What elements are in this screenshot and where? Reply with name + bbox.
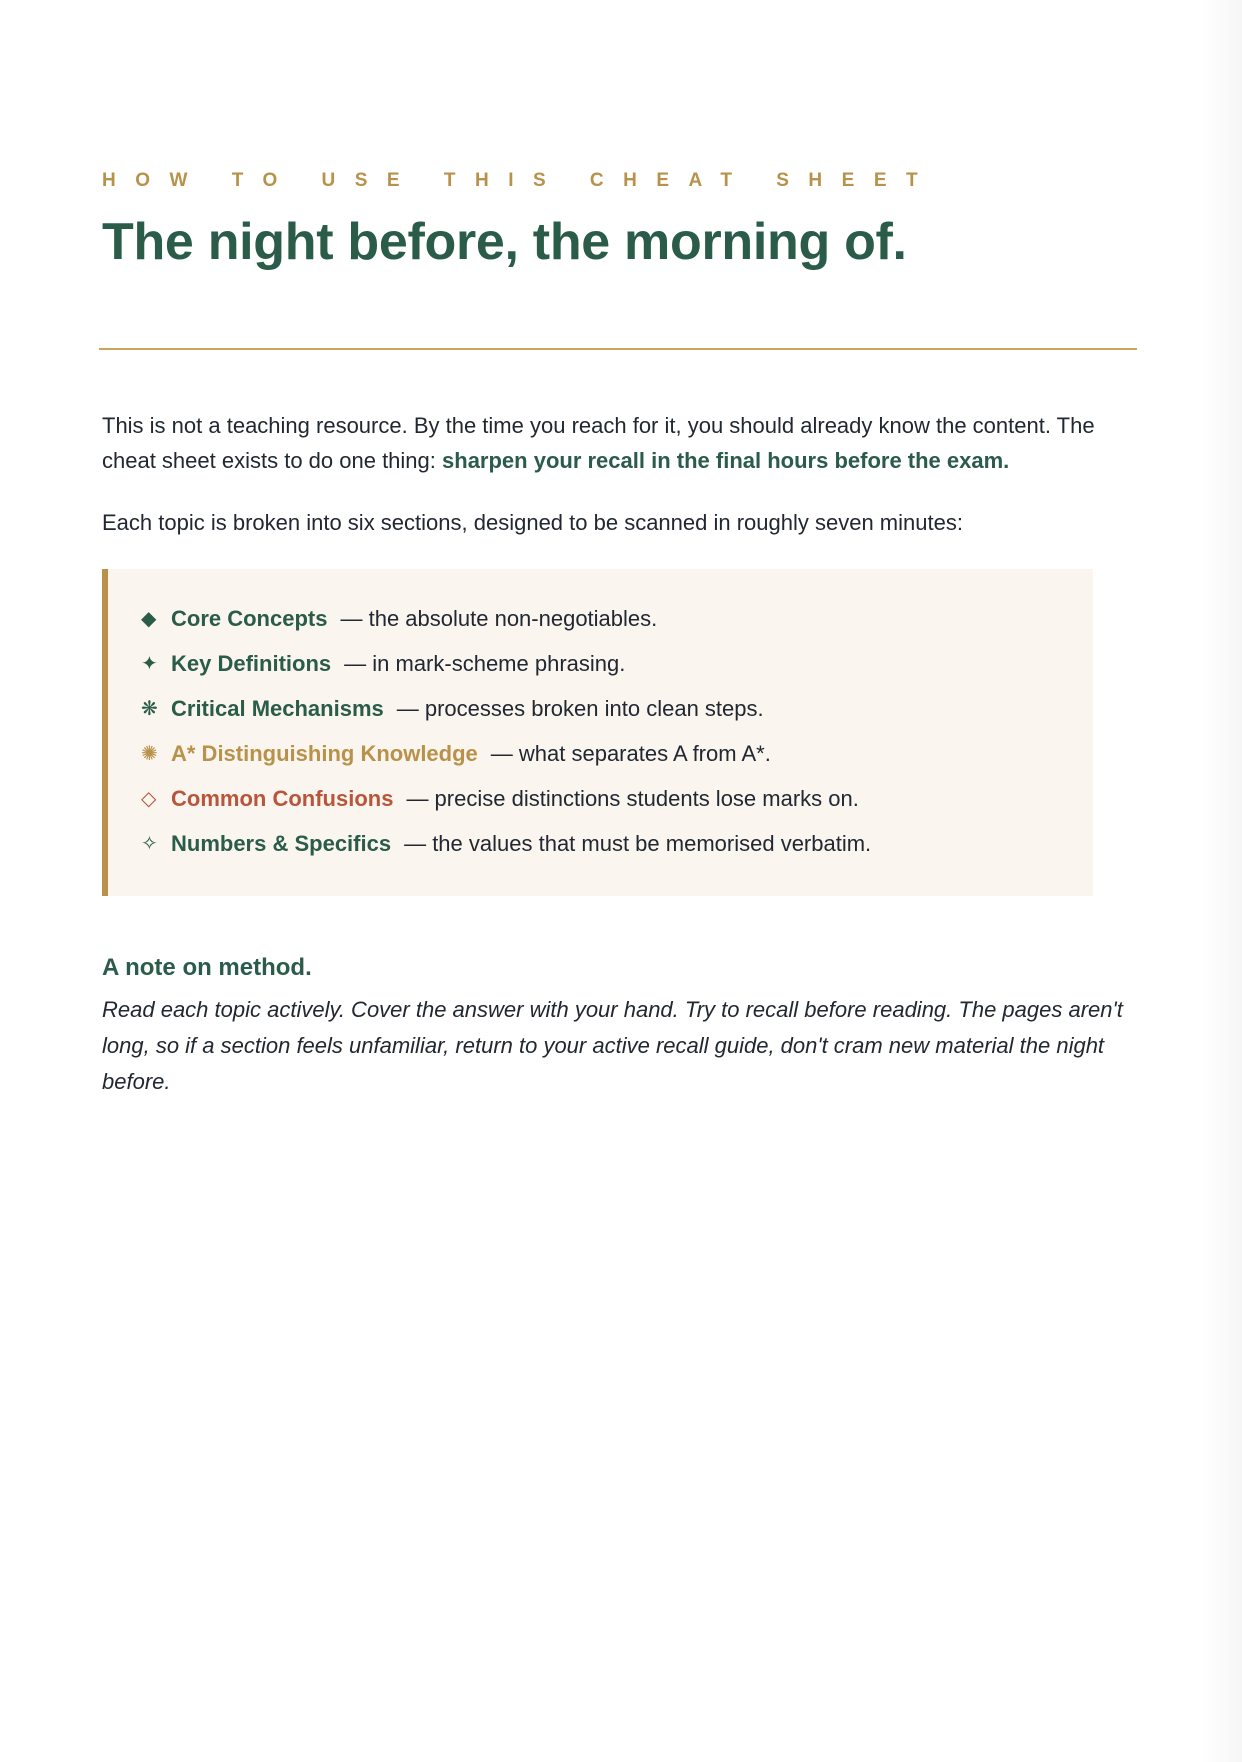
intro-emphasis: sharpen your recall in the final hours before the exam. <box>442 448 1010 473</box>
asterisk-flower-icon: ❋ <box>141 698 158 720</box>
section-desc: — the values that must be memorised verbatim. <box>404 831 872 856</box>
section-name: Critical Mechanisms <box>171 696 384 721</box>
section-desc: — precise distinctions students lose marks on. <box>406 786 859 811</box>
filled-diamond-icon: ◆ <box>141 608 157 630</box>
intro-paragraph <box>102 408 1142 478</box>
section-desc: — in mark-scheme phrasing. <box>344 651 626 676</box>
section-item-a-star-knowledge <box>141 739 771 769</box>
section-item-core-concepts <box>141 604 657 634</box>
section-item-key-definitions <box>141 649 625 679</box>
section-desc: — the absolute non-negotiables. <box>340 606 658 631</box>
page-title: The night before, the morning of. <box>102 213 907 271</box>
section-name: A* Distinguishing Knowledge <box>171 741 478 766</box>
section-item-critical-mechanisms <box>141 694 764 724</box>
sections-lead: Each topic is broken into six sections, designed to be scanned in roughly seven minutes: <box>102 510 963 535</box>
outline-star-icon: ✧ <box>141 833 158 855</box>
note-title: A note on method. <box>102 954 312 981</box>
intro-text: This is not a teaching resource. By the time you reach for it, you should already know the content. The cheat sheet exists to do one thing: <box>102 413 1095 473</box>
section-eyebrow: HOW TO USE THIS CHEAT SHEET <box>102 170 938 191</box>
section-item-numbers-specifics <box>141 829 871 859</box>
section-desc: — what separates A from A*. <box>490 741 771 766</box>
note-body: Read each topic actively. Cover the answer with your hand. Try to recall before reading. The pages aren't long, so if a section feels unfamiliar, return to your active recall guide, don't cram new material the night before. <box>102 997 1123 1094</box>
four-point-star-icon: ✦ <box>141 653 158 675</box>
section-name: Common Confusions <box>171 786 394 811</box>
section-desc: — processes broken into clean steps. <box>396 696 764 721</box>
section-item-common-confusions <box>141 784 859 814</box>
outline-diamond-icon: ◇ <box>141 788 157 810</box>
section-name: Core Concepts <box>171 606 328 631</box>
section-name: Numbers & Specifics <box>171 831 392 856</box>
sunburst-icon: ✺ <box>141 743 158 765</box>
section-name: Key Definitions <box>171 651 332 676</box>
title-divider <box>99 348 1137 350</box>
sections-callout <box>102 569 1093 896</box>
